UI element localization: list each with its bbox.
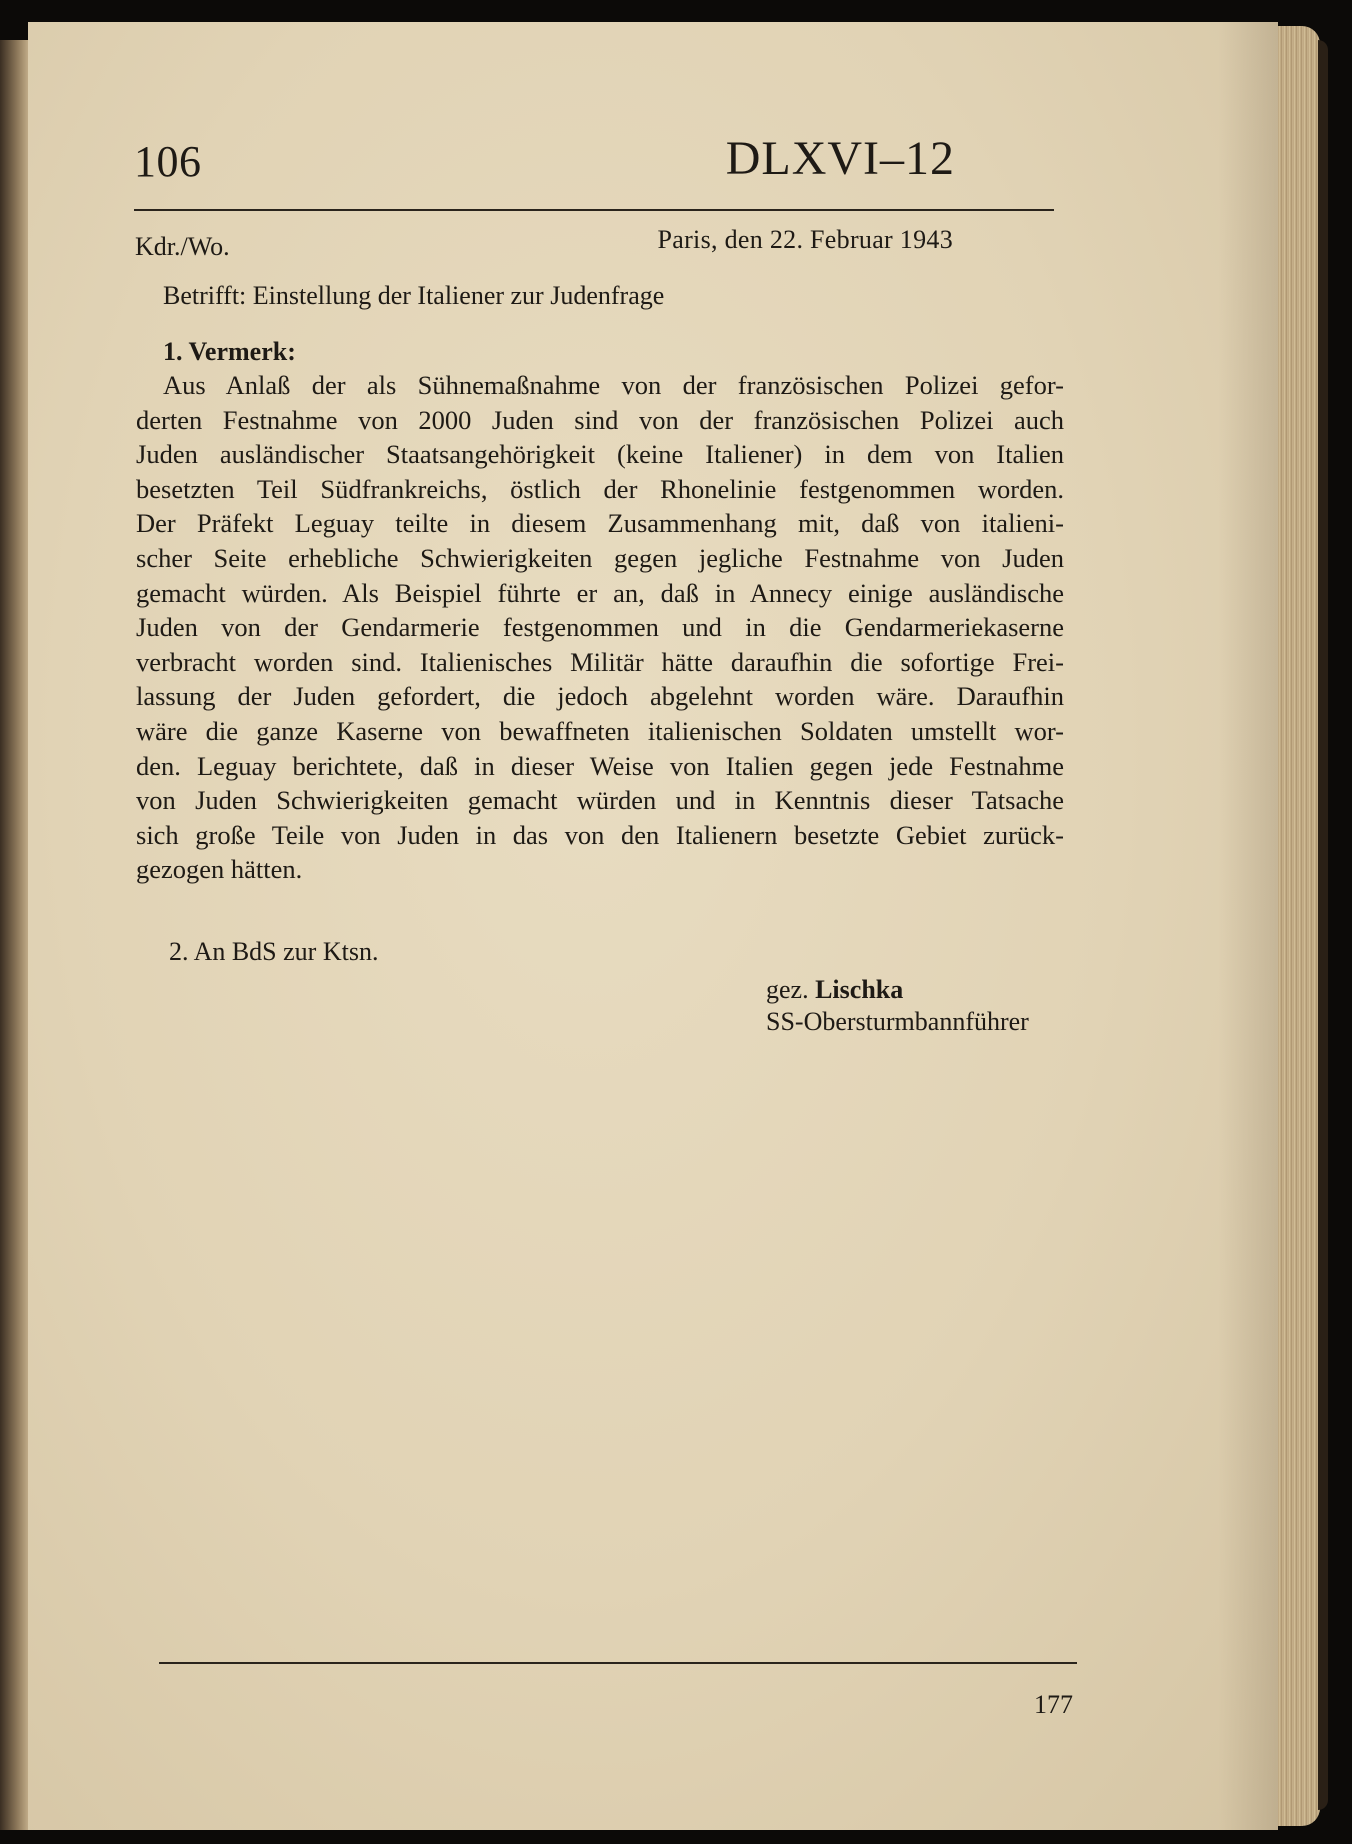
body-line: Aus Anlaß der als Sühnemaßnahme von der französischen Polizei gefor- xyxy=(163,370,1064,400)
body-line: Juden ausländischer Staatsangehörigkeit (keine Italiener) in dem von Italien xyxy=(136,439,1064,470)
body-line: lassung der Juden gefordert, die jedoch abgelehnt worden wäre. Daraufhin xyxy=(136,681,1064,712)
body-line: Juden von der Gendarmerie festgenommen und in die Gendarmeriekaserne xyxy=(136,612,1064,643)
file-reference: Kdr./Wo. xyxy=(135,232,230,261)
left-page-edge xyxy=(0,40,30,1830)
body-line: sich große Teile von Juden in das von den Italienern besetzte Gebiet zurück- xyxy=(136,819,1064,850)
document-reference: DLXVI–12 xyxy=(725,132,955,185)
section-1-heading: 1. Vermerk: xyxy=(163,337,296,366)
body-paragraph xyxy=(136,368,1064,887)
header-rule xyxy=(134,209,1054,211)
body-line: den. Leguay berichtete, daß in dieser Weise von Italien gegen jede Festnahme xyxy=(136,750,1064,781)
body-line: wäre die ganze Kaserne von bewaffneten italienischen Soldaten umstellt wor- xyxy=(136,715,1064,746)
body-line: verbracht worden sind. Italienisches Militär hätte daraufhin die sofortige Frei- xyxy=(136,646,1064,677)
page-stack-edge xyxy=(1278,26,1320,1826)
place-date: Paris, den 22. Februar 1943 xyxy=(657,225,953,254)
body-line: gezogen hätten. xyxy=(136,854,303,885)
signature-title: SS-Obersturmbannführer xyxy=(766,1007,1029,1036)
book-cover-edge xyxy=(1318,40,1328,1810)
body-line: gemacht würden. Als Beispiel führte er an, daß in Annecy einige ausländische xyxy=(136,577,1064,608)
signature-line xyxy=(766,972,903,1008)
body-line: scher Seite erhebliche Schwierigkeiten gegen jegliche Festnahme von Juden xyxy=(136,542,1064,573)
footer-rule xyxy=(159,1662,1077,1664)
body-line: Der Präfekt Leguay teilte in diesem Zusammenhang mit, daß von italieni- xyxy=(136,508,1064,539)
body-line: derten Festnahme von 2000 Juden sind von der französischen Polizei auch xyxy=(136,404,1064,435)
section-2: 2. An BdS zur Ktsn. xyxy=(169,937,379,966)
signature-prefix: gez. xyxy=(766,975,809,1004)
body-line: von Juden Schwierigkeiten gemacht würden und in Kenntnis dieser Tatsache xyxy=(136,785,1064,816)
subject-line: Betrifft: Einstellung der Italiener zur Judenfrage xyxy=(163,281,665,310)
signature-name: Lischka xyxy=(815,975,904,1004)
book-page xyxy=(28,22,1278,1830)
header-page-number: 106 xyxy=(134,137,202,186)
gutter-shadow xyxy=(1218,22,1278,1830)
body-line: besetzten Teil Südfrankreichs, östlich der Rhonelinie festgenommen worden. xyxy=(136,473,1064,504)
footer-page-number: 177 xyxy=(1034,1690,1073,1719)
